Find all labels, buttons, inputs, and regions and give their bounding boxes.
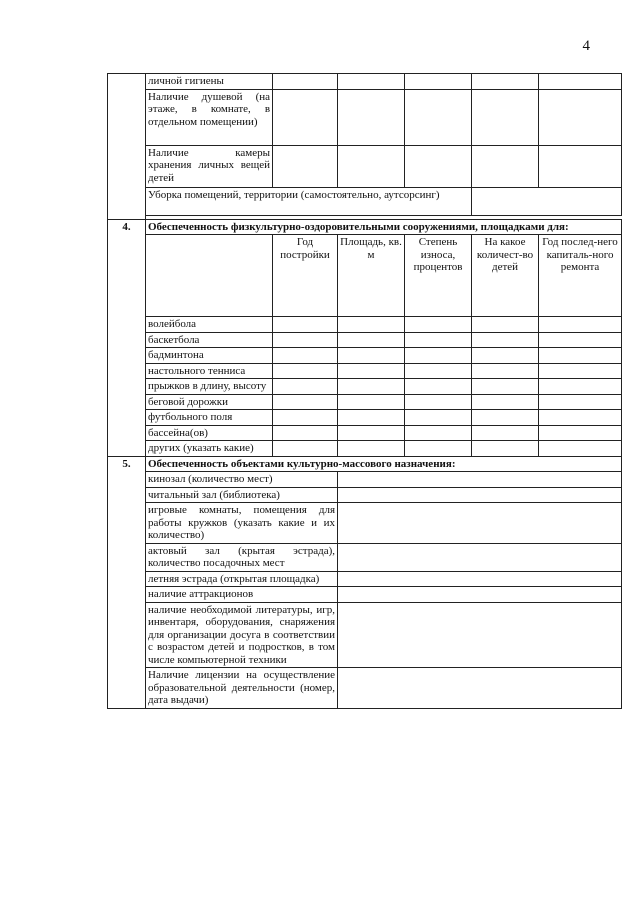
value-cell[interactable] [338,89,405,145]
table-row [108,571,622,587]
table-row [108,145,622,187]
value-cell[interactable] [539,89,622,145]
value-cell[interactable] [472,379,539,395]
value-cell[interactable] [405,332,472,348]
table-row [108,472,622,488]
value-cell[interactable] [338,587,622,603]
value-cell[interactable] [405,394,472,410]
value-cell[interactable] [472,317,539,333]
value-cell[interactable] [539,348,622,364]
row-label: летняя эстрада (открытая площадка) [146,571,338,587]
table-row [108,410,622,426]
value-cell[interactable] [405,441,472,457]
table-row [108,668,622,709]
value-cell[interactable] [539,363,622,379]
value-cell[interactable] [273,89,338,145]
table-row [108,441,622,457]
column-header: Степень износа, процентов [405,235,472,317]
value-cell[interactable] [539,410,622,426]
value-cell[interactable] [472,74,539,90]
value-cell[interactable] [472,348,539,364]
row-label: Наличие лицензии на осуществление образовательной деятельности (номер, дата выдачи) [146,668,338,709]
table-row [108,587,622,603]
value-cell[interactable] [338,394,405,410]
value-cell[interactable] [338,602,622,668]
value-cell[interactable] [405,379,472,395]
row-label: прыжков в длину, высоту [146,379,273,395]
row-label: наличие аттракционов [146,587,338,603]
value-cell[interactable] [472,145,539,187]
value-cell[interactable] [273,410,338,426]
column-header: Площадь, кв. м [338,235,405,317]
value-cell[interactable] [539,441,622,457]
row-label: наличие необходимой литературы, игр, инвентаря, оборудования, снаряжения для организации досуга в соответствии с возрастом детей и подростков, в том числе компьютерной техники [146,602,338,668]
value-cell[interactable] [472,89,539,145]
value-cell[interactable] [273,363,338,379]
row-label: читальный зал (библиотека) [146,487,338,503]
value-cell[interactable] [273,317,338,333]
value-cell[interactable] [472,363,539,379]
section-header [108,219,622,235]
value-cell[interactable] [273,394,338,410]
table-row [108,348,622,364]
section-title: Обеспеченность физкультурно-оздоровительными сооружениями, площадками для: [146,219,622,235]
row-label: Уборка помещений, территории (самостоятельно, аутсорсинг) [146,187,472,215]
value-cell[interactable] [405,348,472,364]
value-cell[interactable] [405,89,472,145]
value-cell[interactable] [338,379,405,395]
value-cell[interactable] [338,543,622,571]
value-cell[interactable] [273,145,338,187]
table-row [108,332,622,348]
value-cell[interactable] [273,425,338,441]
row-label: Наличие камеры хранения личных вещей детей [146,145,273,187]
value-cell[interactable] [338,332,405,348]
value-cell[interactable] [472,332,539,348]
value-cell[interactable] [273,379,338,395]
value-cell[interactable] [338,410,405,426]
row-label: Наличие душевой (на этаже, в комнате, в отдельном помещении) [146,89,273,145]
value-cell[interactable] [338,74,405,90]
section-title: Обеспеченность объектами культурно-массового назначения: [146,456,622,472]
value-cell[interactable] [273,348,338,364]
table-row [108,317,622,333]
table-row [108,425,622,441]
table-row [108,74,622,90]
row-label: актовый зал (крытая эстрада), количество посадочных мест [146,543,338,571]
row-label: футбольного поля [146,410,273,426]
value-cell[interactable] [539,332,622,348]
column-headers [108,235,622,317]
value-cell[interactable] [273,332,338,348]
value-cell[interactable] [338,487,622,503]
column-header: Год постройки [273,235,338,317]
questionnaire-table [107,73,622,709]
section-number: 5. [108,456,146,708]
row-label: бассейна(ов) [146,425,273,441]
value-cell[interactable] [472,394,539,410]
column-header: Год послед-него капиталь-ного ремонта [539,235,622,317]
table-row [108,89,622,145]
value-cell[interactable] [405,74,472,90]
value-cell[interactable] [338,363,405,379]
value-cell[interactable] [405,363,472,379]
row-label: личной гигиены [146,74,273,90]
table-row [108,363,622,379]
value-cell[interactable] [338,425,405,441]
row-label: баскетбола [146,332,273,348]
section-header [108,456,622,472]
page-number: 4 [582,38,590,54]
value-cell[interactable] [338,348,405,364]
value-cell[interactable] [539,394,622,410]
value-cell[interactable] [273,74,338,90]
row-label: волейбола [146,317,273,333]
row-label: игровые комнаты, помещения для работы кружков (указать какие и их количество) [146,503,338,544]
row-label: кинозал (количество мест) [146,472,338,488]
row-label: беговой дорожки [146,394,273,410]
table-row [108,602,622,668]
value-cell[interactable] [405,410,472,426]
column-header: На какое количест-во детей [472,235,539,317]
table-row [108,379,622,395]
value-cell[interactable] [338,472,622,488]
value-cell[interactable] [273,441,338,457]
value-cell[interactable] [539,74,622,90]
value-cell[interactable] [539,145,622,187]
value-cell[interactable] [338,317,405,333]
value-cell[interactable] [472,441,539,457]
value-cell[interactable] [539,379,622,395]
row-label: других (указать какие) [146,441,273,457]
row-label: бадминтона [146,348,273,364]
value-cell[interactable] [472,410,539,426]
value-cell[interactable] [539,317,622,333]
value-cell[interactable] [338,145,405,187]
value-cell[interactable] [405,145,472,187]
table-row [108,394,622,410]
value-cell[interactable] [338,571,622,587]
row-label: настольного тенниса [146,363,273,379]
value-cell[interactable] [539,425,622,441]
value-cell[interactable] [338,441,405,457]
value-cell[interactable] [472,425,539,441]
value-cell[interactable] [472,187,622,215]
table-row [108,487,622,503]
value-cell[interactable] [405,425,472,441]
blank-header-cell [146,235,273,317]
blank-number-cell [108,74,146,220]
table-row [108,503,622,544]
table-row [108,543,622,571]
section-number: 4. [108,219,146,456]
table-row [108,187,622,215]
value-cell[interactable] [338,503,622,544]
value-cell[interactable] [338,668,622,709]
value-cell[interactable] [405,317,472,333]
